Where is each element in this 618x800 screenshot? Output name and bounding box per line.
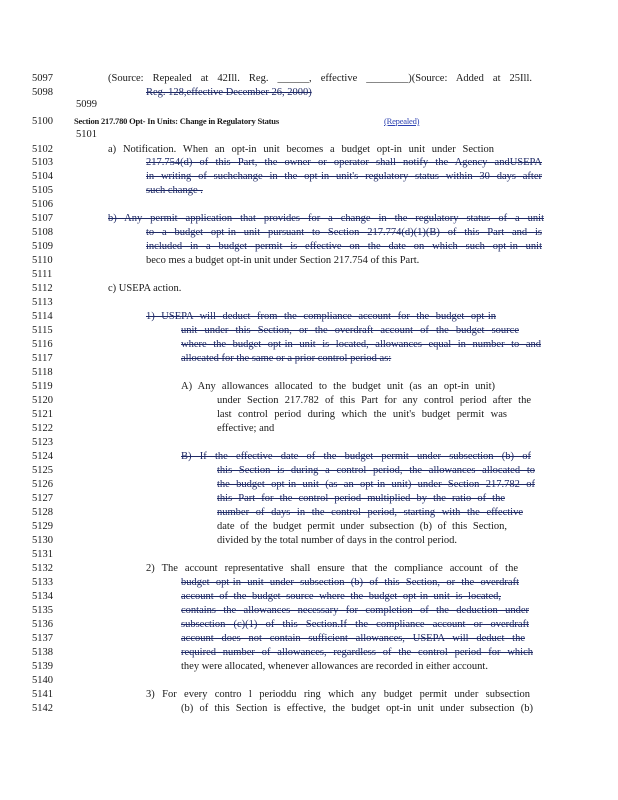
line-text: account does not contain sufficient allowances, USEPA will deduct the xyxy=(181,633,525,644)
document-line xyxy=(0,660,618,673)
line-number: 5139 xyxy=(32,661,53,672)
document-line xyxy=(0,562,618,575)
document-line xyxy=(0,450,618,463)
line-text: (Source: Repealed at 42Ill. Reg. ______, effective ________)(Source: Added at 25Ill. xyxy=(108,73,532,84)
line-text: this Section is during a control period, the allowances allocated to xyxy=(217,465,535,476)
line-number: 5121 xyxy=(32,409,53,420)
document-line xyxy=(0,143,618,156)
line-number: 5126 xyxy=(32,479,53,490)
line-text: beco mes a budget opt-in unit under Section 217.754 of this Part. xyxy=(146,255,420,266)
line-number: 5110 xyxy=(32,255,53,266)
document-line xyxy=(0,492,618,505)
line-number: 5119 xyxy=(32,381,53,392)
document-line xyxy=(0,464,618,477)
line-number: 5116 xyxy=(32,339,53,350)
document-line xyxy=(0,688,618,701)
line-number: 5133 xyxy=(32,577,53,588)
document-line xyxy=(0,338,618,351)
line-text: in writing of suchchange in the opt-in unit's regulatory status within 30 days after xyxy=(146,171,542,182)
line-text: contains the allowances necessary for completion of the deduction under xyxy=(181,605,529,616)
line-text: where the budget opt-in unit is located, allowances equal in number to and xyxy=(181,339,541,350)
line-number: 5118 xyxy=(32,367,53,378)
document-line xyxy=(0,478,618,491)
line-number: 5136 xyxy=(32,619,53,630)
document-line xyxy=(0,128,618,141)
document-line xyxy=(0,268,618,281)
line-number: 5141 xyxy=(32,689,53,700)
document-line xyxy=(0,520,618,533)
line-number: 5113 xyxy=(32,297,53,308)
line-number: 5098 xyxy=(32,87,53,98)
document-line xyxy=(0,408,618,421)
line-text: the budget opt-in unit (as an opt-in unit) under Section 217.782 of xyxy=(217,479,535,490)
document-line xyxy=(0,576,618,589)
line-number: 5138 xyxy=(32,647,53,658)
line-text: Reg. 128,effective December 26, 2000) xyxy=(146,87,312,98)
line-text: they were allocated, whenever allowances are recorded in either account. xyxy=(181,661,488,672)
document-line xyxy=(0,646,618,659)
line-number: 5099 xyxy=(76,99,97,110)
document-line xyxy=(0,506,618,519)
line-text: c) USEPA action. xyxy=(108,283,182,294)
section-heading: Section 217.780 Opt- In Units: Change in Regulatory Status xyxy=(74,116,279,126)
document-line xyxy=(0,212,618,225)
document-line xyxy=(0,604,618,617)
document-line xyxy=(0,674,618,687)
document-line xyxy=(0,98,618,111)
line-number: 5097 xyxy=(32,73,53,84)
line-number: 5101 xyxy=(76,129,97,140)
line-text: subsection (c)(1) of this Section.If the compliance account or overdraft xyxy=(181,619,529,630)
document-line xyxy=(0,548,618,561)
document-line xyxy=(0,366,618,379)
line-number: 5140 xyxy=(32,675,53,686)
line-text: budget opt-in unit under subsection (b) of this Section, or the overdraft xyxy=(181,577,519,588)
line-text: (b) of this Section is effective, the budget opt-in unit under subsection (b) xyxy=(181,703,533,714)
line-number: 5135 xyxy=(32,605,53,616)
line-text: 1) USEPA will deduct from the compliance account for the budget opt-in xyxy=(146,311,496,322)
line-number: 5117 xyxy=(32,353,53,364)
line-number: 5114 xyxy=(32,311,53,322)
document-line xyxy=(0,632,618,645)
line-number: 5108 xyxy=(32,227,53,238)
document-line xyxy=(0,184,618,197)
line-text: 217.754(d) of this Part, the owner or operator shall notify the Agency andUSEPA xyxy=(146,157,542,168)
line-text: B) If the effective date of the budget permit under subsection (b) of xyxy=(181,451,531,462)
document-line xyxy=(0,380,618,393)
line-number: 5105 xyxy=(32,185,53,196)
line-number: 5103 xyxy=(32,157,53,168)
document-line xyxy=(0,436,618,449)
line-number: 5122 xyxy=(32,423,53,434)
document-line xyxy=(0,352,618,365)
line-number: 5100 xyxy=(32,116,53,127)
line-number: 5131 xyxy=(32,549,53,560)
document-line xyxy=(0,156,618,169)
line-text: 3) For every contro l perioddu ring which any budget permit under subsection xyxy=(146,689,530,700)
line-number: 5127 xyxy=(32,493,53,504)
line-text: b) Any permit application that provides for a change in the regulatory status of a unit xyxy=(108,213,544,224)
document-line xyxy=(0,324,618,337)
line-number: 5115 xyxy=(32,325,53,336)
line-number: 5109 xyxy=(32,241,53,252)
line-number: 5111 xyxy=(32,269,53,280)
document-line xyxy=(0,198,618,211)
line-number: 5125 xyxy=(32,465,53,476)
line-number: 5137 xyxy=(32,633,53,644)
line-text: under Section 217.782 of this Part for any control period after the xyxy=(217,395,531,406)
document-line xyxy=(0,254,618,267)
document-line xyxy=(0,422,618,435)
line-text: a) Notification. When an opt-in unit becomes a budget opt-in unit under Section xyxy=(108,144,494,155)
line-text: date of the budget permit under subsection (b) of this Section, xyxy=(217,521,507,532)
line-number: 5106 xyxy=(32,199,53,210)
line-number: 5129 xyxy=(32,521,53,532)
document-line xyxy=(0,170,618,183)
line-text: such change . xyxy=(146,185,203,196)
line-text: to a budget opt-in unit pursuant to Section 217.774(d)(1)(B) of this Part and is xyxy=(146,227,542,238)
document-line xyxy=(0,618,618,631)
line-text: unit under this Section, or the overdraft account of the budget source xyxy=(181,325,519,336)
document-line xyxy=(0,702,618,715)
line-text: included in a budget permit is effective on the date on which such opt-in unit xyxy=(146,241,542,252)
line-text: last control period during which the unit's budget permit was xyxy=(217,409,507,420)
line-text: required number of allowances, regardless of the control period for which xyxy=(181,647,533,658)
line-number: 5128 xyxy=(32,507,53,518)
line-text: divided by the total number of days in the control period. xyxy=(217,535,457,546)
line-number: 5130 xyxy=(32,535,53,546)
line-number: 5124 xyxy=(32,451,53,462)
line-number: 5104 xyxy=(32,171,53,182)
document-line xyxy=(0,296,618,309)
line-text: this Part for the control period multiplied by the ratio of the xyxy=(217,493,505,504)
repealed-tag: (Repealed) xyxy=(384,116,420,126)
line-number: 5112 xyxy=(32,283,53,294)
line-number: 5107 xyxy=(32,213,53,224)
line-text: 2) The account representative shall ensure that the compliance account of the xyxy=(146,563,518,574)
line-text: allocated for the same or a prior control period as: xyxy=(181,353,392,364)
line-text: A) Any allowances allocated to the budget unit (as an opt-in unit) xyxy=(181,381,495,392)
document-line xyxy=(0,310,618,323)
line-number: 5123 xyxy=(32,437,53,448)
document-line xyxy=(0,72,618,85)
document-line xyxy=(0,282,618,295)
document-line xyxy=(0,534,618,547)
document-line xyxy=(0,240,618,253)
document-line xyxy=(0,590,618,603)
document-line xyxy=(0,394,618,407)
line-text: number of days in the control period, starting with the effective xyxy=(217,507,523,518)
line-number: 5120 xyxy=(32,395,53,406)
document-line xyxy=(0,115,618,128)
line-number: 5102 xyxy=(32,144,53,155)
line-number: 5134 xyxy=(32,591,53,602)
line-text: effective; and xyxy=(217,423,275,434)
line-text: account of the budget source where the budget opt-in unit is located, xyxy=(181,591,501,602)
document-line xyxy=(0,226,618,239)
line-number: 5132 xyxy=(32,563,53,574)
line-number: 5142 xyxy=(32,703,53,714)
